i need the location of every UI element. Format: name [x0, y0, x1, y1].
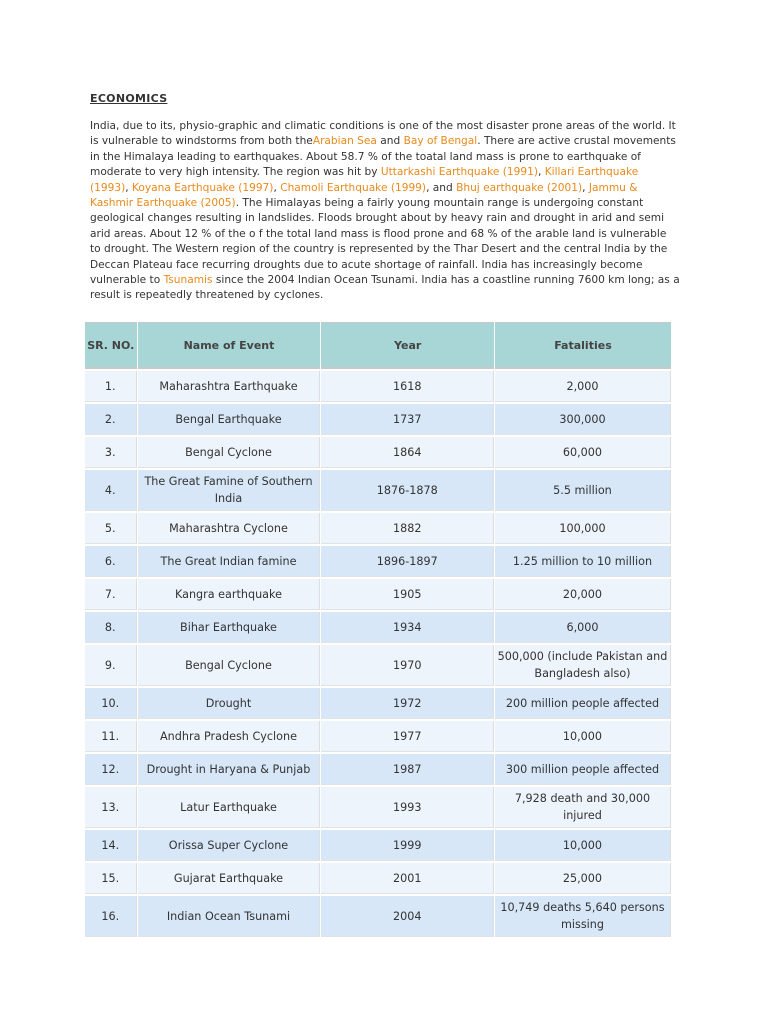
header-fatalities: Fatalities [495, 322, 671, 369]
table-row [85, 612, 671, 643]
cell-sr-no: 7. [85, 579, 137, 610]
cell-fatalities: 100,000 [495, 513, 671, 544]
inline-link[interactable]: Arabian Sea [312, 135, 377, 148]
cell-year: 1882 [321, 513, 493, 544]
table-row [85, 645, 671, 686]
cell-year: 1896-1897 [321, 546, 493, 577]
cell-year: 1737 [321, 404, 493, 435]
cell-fatalities: 25,000 [495, 863, 671, 894]
cell-sr-no: 2. [85, 404, 137, 435]
table-row [85, 830, 671, 861]
table-row [85, 754, 671, 785]
cell-year: 1864 [321, 437, 493, 468]
cell-fatalities: 10,000 [495, 721, 671, 752]
table-row [85, 579, 671, 610]
cell-sr-no: 6. [85, 546, 137, 577]
table-row [85, 470, 671, 511]
cell-sr-no: 13. [85, 787, 137, 828]
cell-sr-no: 14. [85, 830, 137, 861]
cell-event-name: The Great Indian famine [138, 546, 321, 577]
table-row [85, 437, 671, 468]
cell-fatalities: 10,000 [495, 830, 671, 861]
cell-sr-no: 10. [85, 688, 137, 719]
cell-event-name: Bengal Earthquake [138, 404, 321, 435]
cell-sr-no: 9. [85, 645, 137, 686]
cell-sr-no: 5. [85, 513, 137, 544]
table-row [85, 896, 671, 937]
cell-event-name: Drought in Haryana & Punjab [138, 754, 321, 785]
cell-year: 1618 [321, 371, 493, 402]
section-heading: ECONOMICS [90, 92, 168, 105]
cell-year: 1999 [321, 830, 493, 861]
inline-link[interactable]: Tsunamis [163, 274, 213, 287]
paragraph-text: and [376, 135, 404, 148]
paragraph-text: . The Himalayas being a fairly young mountain range is undergoing constant geological changes resulting in landslides. Floods brought about by heavy rain and drought in arid and semi arid areas. About 12 % of the o f the total land mass is flood prone and 68 % of the arable land is vulnerable to drought. The Western region of the country is represented by the Thar Desert and the central India by the Deccan Plateau face recurring droughts due to acute shortage of rainfall. India has increasingly become vulnerable to [90, 197, 668, 287]
table-row [85, 787, 671, 828]
cell-event-name: Bengal Cyclone [138, 437, 321, 468]
header-name-of-event: Name of Event [138, 322, 321, 369]
cell-event-name: Maharashtra Earthquake [138, 371, 321, 402]
cell-event-name: Bihar Earthquake [138, 612, 321, 643]
paragraph-text: . There are active crustal movements in the Himalaya leading to earthquakes. About 58.7 % of the toatal land mass is prone to earthquake of moderate to very high intensity. The region was hit by [90, 135, 676, 179]
table-body [85, 371, 671, 937]
cell-event-name: Drought [138, 688, 321, 719]
table-row [85, 546, 671, 577]
intro-paragraph [90, 119, 680, 304]
cell-event-name: Andhra Pradesh Cyclone [138, 721, 321, 752]
inline-link[interactable]: Chamoli Earthquake (1999) [280, 181, 427, 194]
cell-sr-no: 8. [85, 612, 137, 643]
header-sr-no: SR. NO. [85, 322, 137, 369]
table-row [85, 404, 671, 435]
inline-link[interactable]: Killari Earthquake (1993) [90, 166, 639, 194]
cell-year: 2004 [321, 896, 493, 937]
cell-event-name: Indian Ocean Tsunami [138, 896, 321, 937]
cell-fatalities: 10,749 deaths 5,640 persons missing [495, 896, 671, 937]
cell-fatalities: 20,000 [495, 579, 671, 610]
table-row [85, 371, 671, 402]
cell-sr-no: 15. [85, 863, 137, 894]
cell-year: 1977 [321, 721, 493, 752]
cell-year: 1934 [321, 612, 493, 643]
inline-link[interactable]: Koyana Earthquake (1997) [131, 181, 274, 194]
cell-fatalities: 200 million people affected [495, 688, 671, 719]
paragraph-text: , [537, 166, 545, 179]
paragraph-text: , and [426, 181, 457, 194]
cell-sr-no: 12. [85, 754, 137, 785]
cell-fatalities: 1.25 million to 10 million [495, 546, 671, 577]
inline-link[interactable]: Uttarkashi Earthquake (1991) [380, 166, 538, 179]
cell-year: 1876-1878 [321, 470, 493, 511]
paragraph-text: , [273, 181, 281, 194]
header-year: Year [321, 322, 493, 369]
cell-event-name: Latur Earthquake [138, 787, 321, 828]
cell-event-name: Maharashtra Cyclone [138, 513, 321, 544]
article [90, 92, 680, 304]
cell-sr-no: 4. [85, 470, 137, 511]
table-row [85, 721, 671, 752]
inline-link[interactable]: Bhuj earthquake (2001) [456, 181, 583, 194]
table-row [85, 863, 671, 894]
cell-event-name: Orissa Super Cyclone [138, 830, 321, 861]
cell-event-name: Kangra earthquake [138, 579, 321, 610]
cell-fatalities: 5.5 million [495, 470, 671, 511]
table-row [85, 688, 671, 719]
cell-year: 1987 [321, 754, 493, 785]
cell-fatalities: 6,000 [495, 612, 671, 643]
inline-link[interactable]: Jammu & Kashmir Earthquake (2005) [90, 181, 638, 210]
table-header-row [85, 322, 671, 369]
paragraph-text: , [582, 181, 589, 194]
cell-fatalities: 2,000 [495, 371, 671, 402]
cell-fatalities: 500,000 (include Pakistan and Bangladesh also) [495, 645, 671, 686]
cell-fatalities: 7,928 death and 30,000 injured [495, 787, 671, 828]
paragraph-text: , [125, 181, 132, 194]
cell-year: 1993 [321, 787, 493, 828]
cell-sr-no: 1. [85, 371, 137, 402]
cell-fatalities: 300 million people affected [495, 754, 671, 785]
cell-year: 2001 [321, 863, 493, 894]
cell-fatalities: 60,000 [495, 437, 671, 468]
table-row [85, 513, 671, 544]
paragraph-text: India, due to its, physio-graphic and climatic conditions is one of the most disaster prone areas of the world. It is vulnerable to windstorms from both the [90, 120, 676, 148]
cell-year: 1970 [321, 645, 493, 686]
inline-link[interactable]: Bay of Bengal [403, 135, 478, 148]
paragraph-text: since the 2004 Indian Ocean Tsunami. India has a coastline running 7600 km long; as a result is repeatedly threatened by cyclones. [90, 274, 680, 302]
cell-sr-no: 16. [85, 896, 137, 937]
cell-event-name: Gujarat Earthquake [138, 863, 321, 894]
cell-year: 1905 [321, 579, 493, 610]
cell-fatalities: 300,000 [495, 404, 671, 435]
cell-sr-no: 3. [85, 437, 137, 468]
cell-year: 1972 [321, 688, 493, 719]
disaster-events-table [84, 320, 672, 939]
cell-event-name: The Great Famine of Southern India [138, 470, 321, 511]
cell-event-name: Bengal Cyclone [138, 645, 321, 686]
cell-sr-no: 11. [85, 721, 137, 752]
